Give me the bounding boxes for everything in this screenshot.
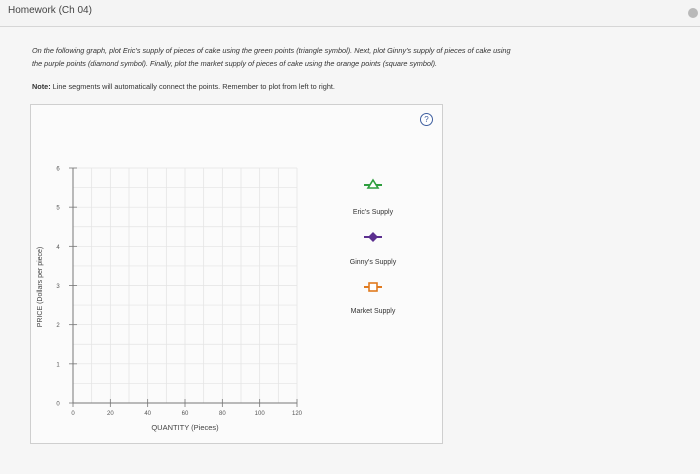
market-supply-label: Market Supply — [350, 308, 396, 315]
y-tick-label: 6 — [56, 166, 60, 173]
y-tick-label: 0 — [56, 401, 60, 408]
header-bar — [0, 0, 700, 27]
x-tick-label: 60 — [181, 411, 189, 417]
ginny-supply-label: Ginny's Supply — [349, 259, 397, 266]
x-axis-label: QUANTITY (Pieces) — [151, 423, 219, 432]
y-tick-label: 3 — [56, 284, 60, 290]
note-text: Line segments will automatically connect the points. Remember to plot from left to right. — [50, 82, 335, 91]
help-icon[interactable]: ? — [420, 113, 433, 126]
y-tick-label: 4 — [56, 244, 60, 251]
page-title: Homework (Ch 04) — [8, 5, 92, 16]
x-tick-label: 40 — [144, 411, 152, 417]
y-tick-label: 1 — [56, 362, 60, 369]
x-tick-label: 100 — [254, 411, 265, 417]
x-tick-label: 20 — [106, 411, 114, 417]
y-axis-label: PRICE (Dollars per piece) — [37, 246, 44, 328]
x-tick-label: 80 — [218, 411, 226, 417]
scroll-indicator-icon[interactable] — [688, 8, 698, 18]
instructions — [32, 44, 682, 70]
x-tick-label: 0 — [71, 411, 75, 417]
instruction-line-2: the purple points (diamond symbol). Finally, plot the market supply of pieces of cake using the orange points (square symbol). — [32, 59, 438, 68]
y-tick-label: 5 — [56, 205, 60, 212]
x-tick-label: 120 — [291, 411, 303, 417]
note — [32, 82, 335, 91]
eric-supply-label: Eric's Supply — [352, 209, 394, 216]
y-tick-label: 2 — [56, 323, 60, 330]
note-label: Note: — [32, 82, 51, 91]
graph-panel — [30, 104, 443, 444]
instruction-line-1: On the following graph, plot Eric's supply of pieces of cake using the green points (triangle symbol). Next, plot Ginny's supply of pieces of cake using — [32, 46, 511, 55]
